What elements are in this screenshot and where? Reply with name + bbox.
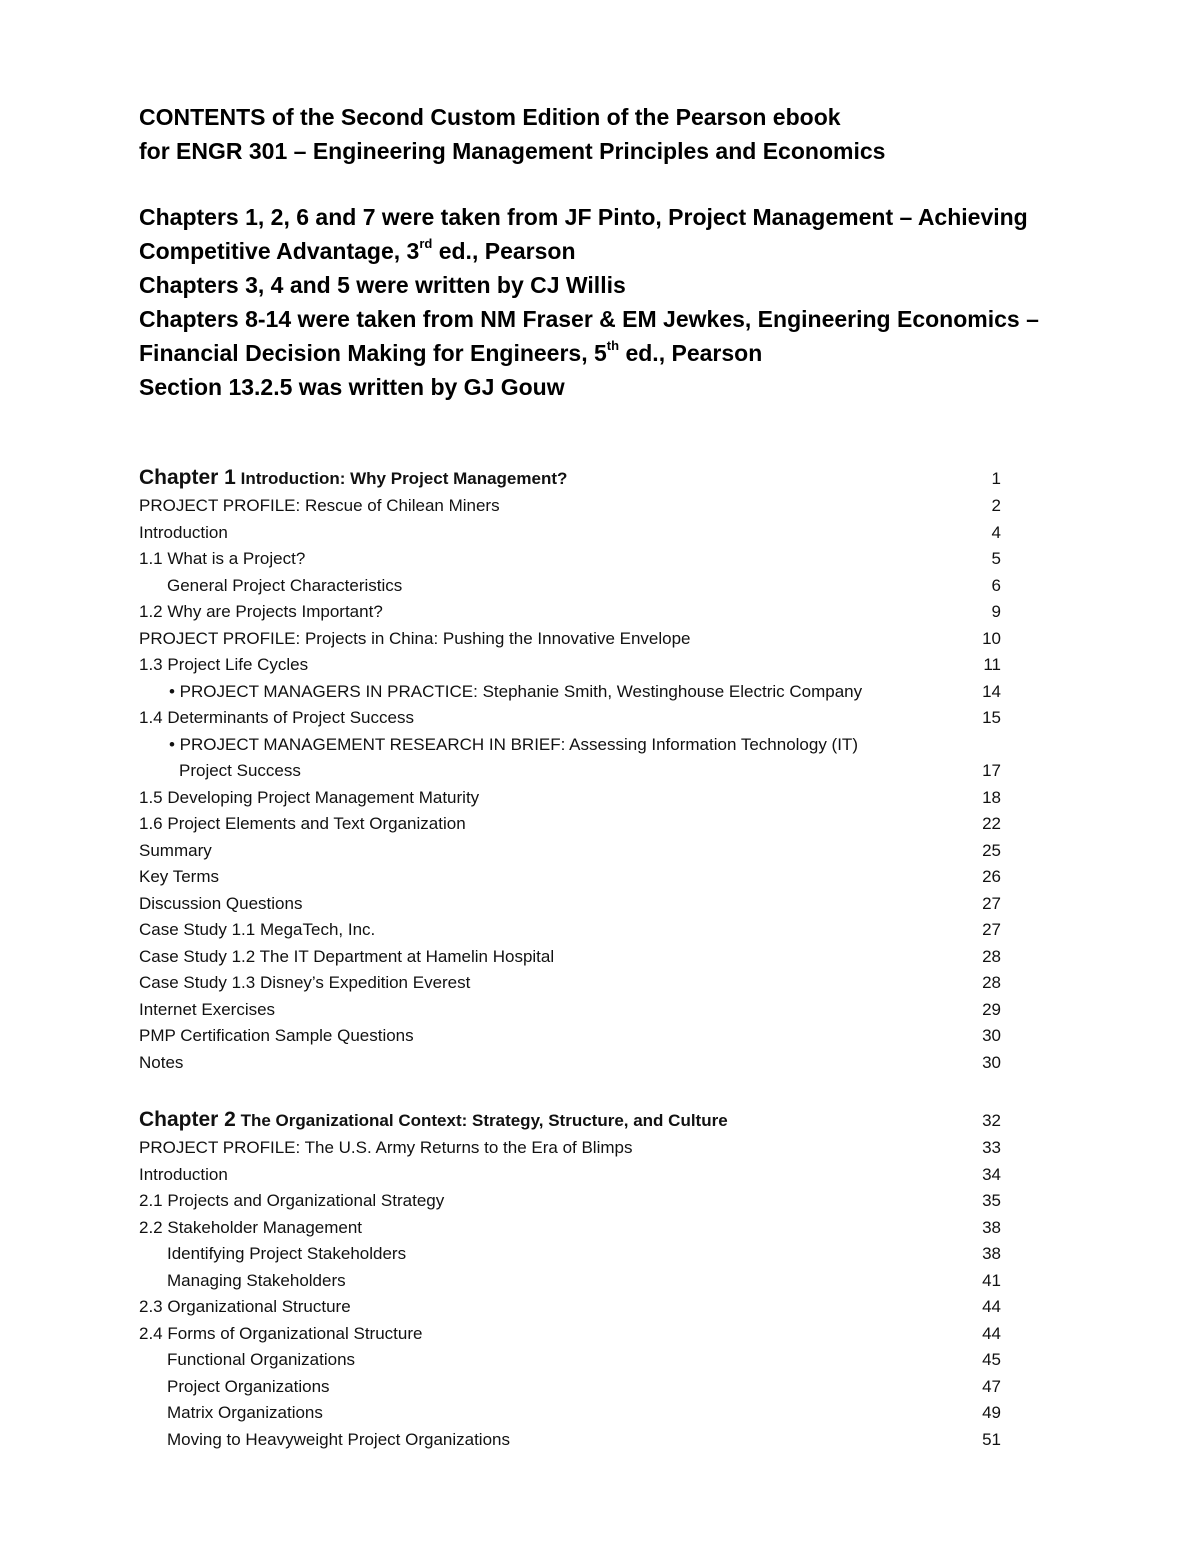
toc-entry[interactable] (139, 520, 1001, 547)
page-number: 2 (991, 496, 1001, 515)
toc-entry-title: 1.4 Determinants of Project Success (139, 708, 414, 727)
toc-entry[interactable] (139, 1135, 1001, 1162)
toc-entry-title: Case Study 1.2 The IT Department at Hamelin Hospital (139, 946, 555, 966)
toc-entry[interactable] (139, 679, 1001, 706)
toc-entry-title: Introduction (139, 1164, 228, 1184)
page-number: 27 (982, 920, 1001, 939)
credit-chapters-1-2-6-7-cont (139, 234, 1069, 268)
toc-entry-title: • PROJECT MANAGEMENT RESEARCH IN BRIEF: Assessing Information Technology (IT) (169, 734, 858, 754)
chapter-label: Chapter 1 (139, 466, 236, 489)
toc-entry[interactable] (139, 1294, 1001, 1321)
credit-text: ed., Pearson (432, 238, 576, 264)
page-number: 17 (982, 761, 1001, 780)
page-number: 4 (991, 522, 1001, 542)
toc-entry[interactable] (139, 626, 1001, 653)
toc-entry-title: 1.2 Why are Projects Important? (139, 602, 383, 621)
header-line-1: CONTENTS of the Second Custom Edition of the Pearson ebook (139, 104, 841, 130)
document-page (139, 100, 1069, 1453)
page-number: 35 (982, 1191, 1001, 1210)
toc-entry[interactable] (139, 917, 1001, 944)
toc-entry[interactable] (139, 1321, 1001, 1348)
chapter-heading-text (139, 1106, 728, 1135)
toc-entry[interactable] (139, 1023, 1001, 1050)
page-number: 28 (982, 973, 1001, 992)
toc-entry[interactable] (139, 1241, 1001, 1268)
credit-text: Competitive Advantage, 3 (139, 238, 420, 264)
page-number: 11 (983, 655, 1001, 674)
page-number: 5 (991, 549, 1001, 568)
credit-section-13-2-5: Section 13.2.5 was written by GJ Gouw (139, 374, 565, 400)
toc-entry-title: 1.1 What is a Project? (139, 549, 306, 568)
toc-entry-title: Case Study 1.1 MegaTech, Inc. (139, 920, 376, 939)
toc-entry[interactable] (139, 758, 1001, 785)
toc-entry[interactable] (139, 1162, 1001, 1189)
toc-entry[interactable] (139, 573, 1001, 600)
toc-entry[interactable] (139, 838, 1001, 865)
toc-entry[interactable] (139, 1215, 1001, 1242)
page-number: 32 (982, 1111, 1001, 1130)
toc-entry-title: Key Terms (139, 867, 219, 886)
toc-entry[interactable] (139, 1427, 1001, 1454)
page-number: 38 (982, 1244, 1001, 1263)
toc-entry[interactable] (139, 599, 1001, 626)
toc-entry-title: Summary (139, 840, 212, 860)
toc-entry-title: 2.4 Forms of Organizational Structure (139, 1323, 423, 1343)
toc-entry-title: 2.3 Organizational Structure (139, 1297, 351, 1316)
chapter-heading-text (139, 464, 567, 493)
toc-entry[interactable] (139, 785, 1001, 812)
credit-chapters-8-14: Chapters 8-14 were taken from NM Fraser & EM Jewkes, Engineering Economics – (139, 306, 1039, 332)
toc-entry-title: 2.2 Stakeholder Management (139, 1217, 363, 1237)
table-of-contents (139, 464, 1001, 1453)
toc-entry[interactable] (139, 652, 1001, 679)
toc-entry[interactable] (139, 1400, 1001, 1427)
toc-entry[interactable] (139, 1374, 1001, 1401)
document-header (139, 100, 1069, 168)
toc-entry-title: Functional Organizations (167, 1350, 356, 1369)
toc-entry-title: 1.5 Developing Project Management Maturity (139, 787, 480, 807)
toc-entry[interactable] (139, 1188, 1001, 1215)
page-number: 44 (982, 1297, 1001, 1316)
page-number: 49 (982, 1403, 1001, 1422)
page-number: 29 (982, 999, 1001, 1019)
page-number: 25 (982, 840, 1001, 860)
header-line-2: for ENGR 301 – Engineering Management Principles and Economics (139, 138, 886, 164)
toc-entry[interactable] (139, 1050, 1001, 1077)
toc-entry[interactable] (139, 1268, 1001, 1295)
page-number: 1 (991, 469, 1001, 488)
toc-entry-title: 2.1 Projects and Organizational Strategy (139, 1191, 445, 1210)
toc-entry[interactable] (139, 1347, 1001, 1374)
ordinal-suffix: rd (419, 236, 433, 252)
page-number: 30 (982, 1052, 1001, 1072)
page-number: 22 (982, 814, 1001, 833)
page-number: 34 (982, 1164, 1001, 1184)
toc-entry-title: Internet Exercises (139, 999, 276, 1019)
page-number: 28 (982, 946, 1001, 966)
page-number: 41 (982, 1270, 1001, 1290)
page-number: 47 (982, 1376, 1001, 1396)
toc-entry[interactable] (139, 732, 1001, 759)
page-number: 33 (982, 1138, 1001, 1157)
toc-entry-title: PROJECT PROFILE: Projects in China: Pushing the Innovative Envelope (139, 628, 691, 648)
toc-entry-title: Introduction (139, 522, 228, 542)
toc-entry-title: Notes (139, 1052, 184, 1072)
page-number: 38 (982, 1217, 1001, 1237)
toc-entry[interactable] (139, 944, 1001, 971)
page-number: 10 (982, 628, 1001, 648)
toc-entry-title: PROJECT PROFILE: The U.S. Army Returns to the Era of Blimps (139, 1138, 633, 1157)
credit-text: Financial Decision Making for Engineers, 5 (139, 340, 607, 366)
page-number: 44 (982, 1323, 1001, 1343)
toc-entry[interactable] (139, 891, 1001, 918)
ordinal-suffix: th (606, 338, 620, 354)
toc-entry-title: Project Organizations (167, 1376, 330, 1396)
page-number: 14 (982, 681, 1001, 701)
toc-entry-title: • PROJECT MANAGERS IN PRACTICE: Stephanie Smith, Westinghouse Electric Company (169, 681, 863, 701)
toc-entry-title: Project Success (179, 761, 301, 780)
toc-entry[interactable] (139, 493, 1001, 520)
toc-entry[interactable] (139, 997, 1001, 1024)
toc-entry-title: Discussion Questions (139, 893, 303, 913)
toc-entry-title: 1.6 Project Elements and Text Organization (139, 814, 466, 833)
chapter-label: Chapter 2 (139, 1108, 236, 1131)
page-number: 15 (982, 708, 1001, 727)
page-number: 27 (982, 893, 1001, 913)
page-number: 45 (982, 1350, 1001, 1369)
toc-entry-title: Identifying Project Stakeholders (167, 1244, 407, 1263)
chapter-2-heading[interactable] (139, 1106, 1001, 1135)
credits-block (139, 200, 1069, 404)
credit-chapters-8-14-cont (139, 336, 1069, 370)
chapter-title: Introduction: Why Project Management? (240, 469, 568, 488)
chapter-title: The Organizational Context: Strategy, Structure, and Culture (240, 1111, 728, 1130)
toc-entry-title: PROJECT PROFILE: Rescue of Chilean Miners (139, 496, 500, 515)
toc-entry-title: Moving to Heavyweight Project Organizations (167, 1429, 510, 1449)
toc-entry-title: PMP Certification Sample Questions (139, 1026, 414, 1045)
toc-entry-title: Case Study 1.3 Disney’s Expedition Everest (139, 973, 471, 992)
credit-chapters-1-2-6-7: Chapters 1, 2, 6 and 7 were taken from JF Pinto, Project Management – Achieving (139, 204, 1028, 230)
toc-entry-title: Matrix Organizations (167, 1403, 323, 1422)
toc-entry[interactable] (139, 970, 1001, 997)
page-number: 26 (982, 867, 1001, 886)
toc-entry-title: General Project Characteristics (167, 575, 403, 595)
page-number: 30 (982, 1026, 1001, 1045)
page-number: 51 (982, 1429, 1001, 1449)
page-number: 6 (991, 575, 1001, 595)
toc-entry[interactable] (139, 811, 1001, 838)
credit-text: ed., Pearson (619, 340, 763, 366)
toc-entry[interactable] (139, 705, 1001, 732)
page-number: 18 (982, 787, 1001, 807)
chapter-1-heading[interactable] (139, 464, 1001, 493)
credit-chapters-3-4-5: Chapters 3, 4 and 5 were written by CJ Willis (139, 272, 626, 298)
toc-entry[interactable] (139, 864, 1001, 891)
toc-entry-title: Managing Stakeholders (167, 1270, 346, 1290)
toc-entry-title: 1.3 Project Life Cycles (139, 655, 309, 674)
page-number: 9 (991, 602, 1001, 621)
toc-entry[interactable] (139, 546, 1001, 573)
